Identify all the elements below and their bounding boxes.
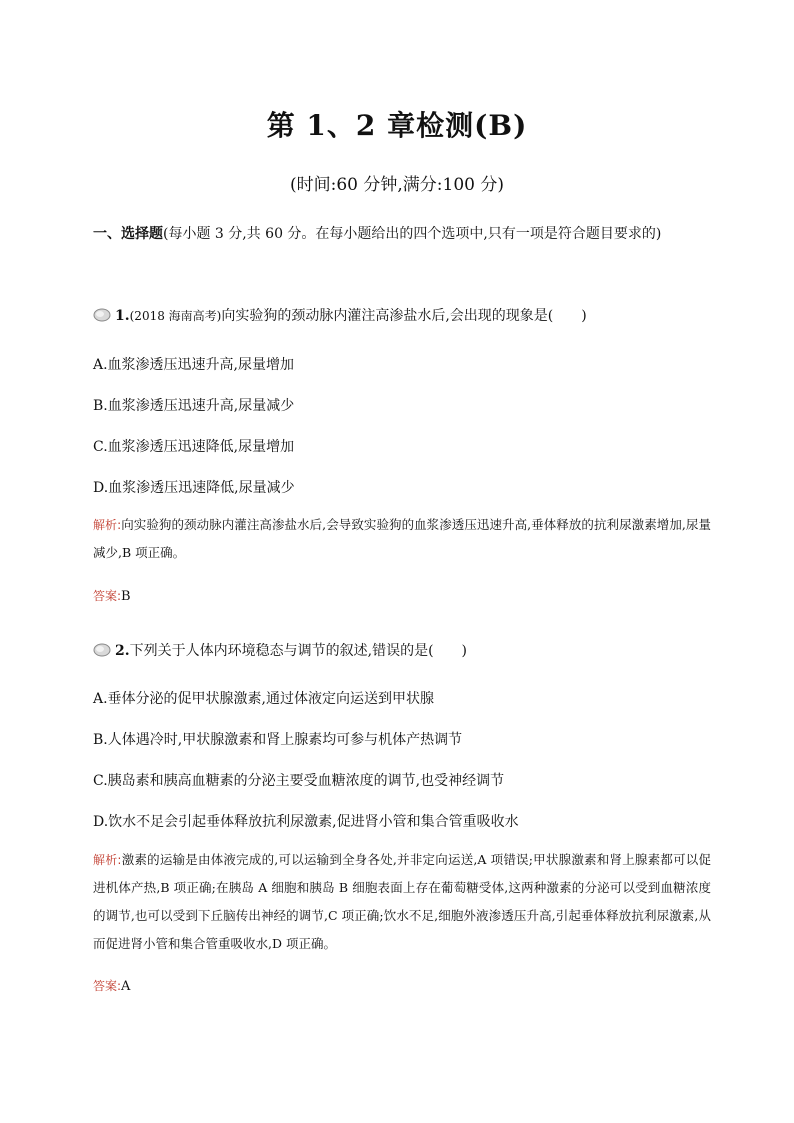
answer-label: 答案: (93, 979, 122, 993)
option-b: B.人体遇冷时,甲状腺激素和肾上腺素均可参与机体产热调节 (93, 732, 463, 748)
answer-value: A (121, 979, 131, 994)
option-d: D.血浆渗透压迅速降低,尿量减少 (93, 480, 295, 496)
option-d: D.饮水不足会引起垂体释放抗利尿激素,促进肾小管和集合管重吸收水 (93, 814, 519, 830)
difficulty-circle-icon (93, 643, 113, 657)
explanation-1 (93, 511, 711, 567)
option-c: C.胰岛素和胰高血糖素的分泌主要受血糖浓度的调节,也受神经调节 (93, 773, 505, 789)
question-number: 1. (115, 308, 130, 324)
answer-label: 答案: (93, 589, 122, 603)
answer-value: B (121, 589, 131, 604)
difficulty-circle-icon (93, 308, 113, 322)
explanation-text: 激素的运输是由体液完成的,可以运输到全身各处,并非定向运送,A 项错误;甲状腺激素和肾上腺素都可以促进机体产热,B 项正确;在胰岛 A 细胞和胰岛 B 细胞表面上存在葡萄糖受体,这两种激素的分泌可以受到血糖浓度的调节,也可以受到下丘脑传出神经的调节,C 项正确;饮水不足,细胞外液渗透压升高,引起垂体释放抗利尿激素,从而促进肾小管和集合管重吸收水,D 项正确。 (93, 852, 711, 951)
section-heading (93, 221, 713, 247)
option-a: A.垂体分泌的促甲状腺激素,通过体液定向运送到甲状腺 (93, 691, 435, 707)
option-b: B.血浆渗透压迅速升高,尿量减少 (93, 398, 295, 414)
page-title: 第 1、2 章检测(B) (266, 109, 528, 142)
page-subtitle: (时间:60 分钟,满分:100 分) (289, 175, 504, 195)
option-c: C.血浆渗透压迅速降低,尿量增加 (93, 439, 295, 455)
answer-1 (93, 587, 131, 604)
question-stem: 下列关于人体内环境稳态与调节的叙述,错误的是( ) (129, 643, 467, 659)
explanation-text: 向实验狗的颈动脉内灌注高渗盐水后,会导致实验狗的血浆渗透压迅速升高,垂体释放的抗利尿激素增加,尿量减少,B 项正确。 (93, 517, 711, 560)
explanation-2 (93, 846, 711, 958)
explanation-label: 解析: (93, 518, 122, 532)
answer-2 (93, 977, 130, 994)
explanation-label: 解析: (93, 853, 122, 867)
question-2 (93, 640, 467, 660)
question-stem: 向实验狗的颈动脉内灌注高渗盐水后,会出现的现象是( ) (221, 308, 587, 324)
option-a: A.血浆渗透压迅速升高,尿量增加 (93, 357, 295, 373)
section-heading-label: 一、选择题 (93, 226, 163, 242)
question-source: (2018 海南高考) (129, 309, 222, 323)
section-heading-instructions: (每小题 3 分,共 60 分。在每小题给出的四个选项中,只有一项是符合题目要求的) (163, 226, 662, 242)
question-1 (93, 305, 587, 325)
question-number: 2. (115, 643, 130, 659)
